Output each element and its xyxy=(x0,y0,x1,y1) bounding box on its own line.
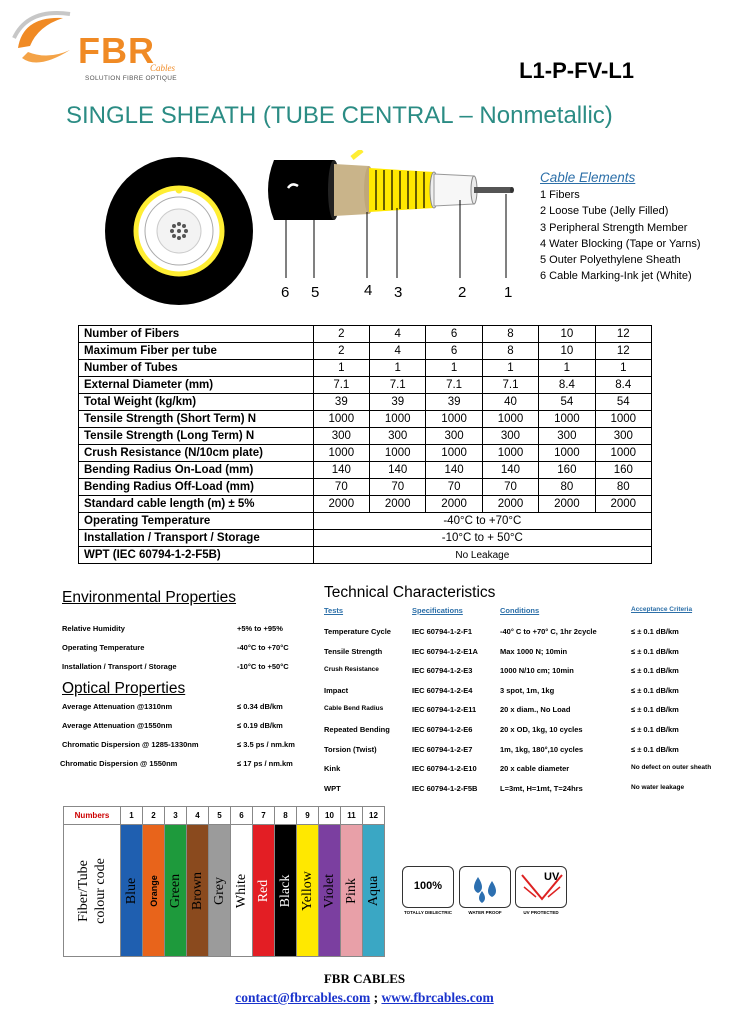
spec-value: 70 xyxy=(370,479,426,496)
spec-value: 2000 xyxy=(426,496,482,513)
spec-value: 300 xyxy=(370,428,426,445)
tech-spec: IEC 60794-1-2-E1A xyxy=(412,646,478,656)
tech-condition: 1m, 1kg, 180°,10 cycles xyxy=(500,744,584,754)
spec-value: 54 xyxy=(539,394,595,411)
fbr-logo xyxy=(8,8,198,83)
colour-number: 10 xyxy=(319,807,341,825)
tech-col-criteria: Acceptance Criteria xyxy=(631,606,693,613)
waterproof-caption: WATER PROOF xyxy=(468,910,502,915)
spec-value: 40 xyxy=(482,394,538,411)
spec-label: Bending Radius Off-Load (mm) xyxy=(79,479,314,496)
tech-test: Impact xyxy=(324,685,349,695)
spec-value: 7.1 xyxy=(370,377,426,394)
spec-value: 160 xyxy=(539,462,595,479)
callout-number-4: 4 xyxy=(364,282,373,299)
spec-value: 2 xyxy=(313,343,369,360)
spec-value: 1000 xyxy=(313,445,369,462)
colour-name: Red xyxy=(255,879,271,902)
tech-condition: 3 spot, 1m, 1kg xyxy=(500,685,555,695)
spec-value: 300 xyxy=(482,428,538,445)
colour-number: 11 xyxy=(341,807,363,825)
optical-value: ≤ 0.19 dB/km xyxy=(237,721,283,730)
tech-test: Repeated Bending xyxy=(324,725,390,734)
spec-label: External Diameter (mm) xyxy=(79,377,314,394)
tech-spec: IEC 60794-1-2-E10 xyxy=(412,764,477,774)
tech-spec: IEC 60794-1-2-E11 xyxy=(412,705,477,715)
colour-swatch-aqua xyxy=(363,825,385,957)
spec-value: 2000 xyxy=(539,496,595,513)
colour-name: Yellow xyxy=(299,870,315,911)
spec-value: 8 xyxy=(482,343,538,360)
spec-label: Number of Fibers xyxy=(79,326,314,343)
spec-label: Total Weight (kg/km) xyxy=(79,394,314,411)
cable-element-item: 1 Fibers xyxy=(540,189,580,202)
callout-number-3: 3 xyxy=(394,284,403,301)
colour-number: 3 xyxy=(165,807,187,825)
spec-value: 300 xyxy=(539,428,595,445)
tech-criteria: No defect on outer sheath xyxy=(631,764,712,772)
optical-heading: Optical Properties xyxy=(62,680,186,697)
callout-number-6: 6 xyxy=(281,284,290,301)
tech-spec: IEC 60794-1-2-E3 xyxy=(412,666,473,676)
tech-criteria: No water leakage xyxy=(631,783,685,791)
uv-caption: UV PROTECTED xyxy=(523,910,559,915)
spec-label: Number of Tubes xyxy=(79,360,314,377)
colour-number: 7 xyxy=(253,807,275,825)
spec-row xyxy=(79,445,652,462)
spec-value: 8.4 xyxy=(595,377,651,394)
specification-table xyxy=(78,325,652,564)
tech-col-conditions: Conditions xyxy=(500,606,540,615)
optical-label: Average Attenuation @1310nm xyxy=(62,702,173,711)
waterproof-badge xyxy=(459,866,511,908)
spec-value: 1000 xyxy=(370,411,426,428)
colour-name: Grey xyxy=(211,876,227,905)
tech-condition: Max 1000 N; 10min xyxy=(500,646,568,656)
cable-element-item: 5 Outer Polyethylene Sheath xyxy=(540,254,681,267)
optical-value: ≤ 3.5 ps / nm.km xyxy=(237,740,295,749)
tech-test: Torsion (Twist) xyxy=(324,744,377,754)
tech-test: Temperature Cycle xyxy=(324,627,391,636)
colour-name: Orange xyxy=(148,874,159,907)
spec-row xyxy=(79,462,652,479)
spec-value: 10 xyxy=(539,326,595,343)
spec-value: 2000 xyxy=(595,496,651,513)
spec-value: 140 xyxy=(370,462,426,479)
tech-test: Cable Bend Radius xyxy=(324,705,384,713)
tech-condition: 1000 N/10 cm; 10min xyxy=(500,666,574,676)
spec-value: 12 xyxy=(595,326,651,343)
spec-value: 1000 xyxy=(539,411,595,428)
tech-col-tests: Tests xyxy=(324,606,344,615)
cable-elements-list xyxy=(540,170,701,284)
colour-code-side-label xyxy=(64,825,121,957)
spec-value: 8 xyxy=(482,326,538,343)
spec-value: 70 xyxy=(426,479,482,496)
spec-value: 4 xyxy=(370,343,426,360)
colour-number: 1 xyxy=(121,807,143,825)
spec-value: 140 xyxy=(313,462,369,479)
colour-name: Violet xyxy=(321,873,337,908)
spec-value: 1 xyxy=(595,360,651,377)
spec-label: Standard cable length (m) ± 5% xyxy=(79,496,314,513)
colour-number: 6 xyxy=(231,807,253,825)
spec-value: 6 xyxy=(426,343,482,360)
env-label: Installation / Transport / Storage xyxy=(62,662,177,671)
spec-value: 1 xyxy=(482,360,538,377)
colour-name: Aqua xyxy=(365,875,381,906)
spec-value: 70 xyxy=(313,479,369,496)
spec-row xyxy=(79,547,652,564)
spec-value: No Leakage xyxy=(313,547,651,564)
spec-value: 1000 xyxy=(482,411,538,428)
spec-value: 300 xyxy=(595,428,651,445)
uv-badge xyxy=(515,866,567,908)
optical-value: ≤ 0.34 dB/km xyxy=(237,702,283,711)
water-drops-icon xyxy=(460,867,512,909)
colour-name: Blue xyxy=(123,877,139,904)
spec-row xyxy=(79,411,652,428)
cable-element-item: 4 Water Blocking (Tape or Yarns) xyxy=(540,237,701,250)
spec-label: WPT (IEC 60794-1-2-F5B) xyxy=(79,547,314,564)
spec-value: 10 xyxy=(539,343,595,360)
tech-criteria: ≤ ± 0.1 dB/km xyxy=(631,627,679,636)
colour-name: Black xyxy=(277,874,293,907)
colour-name: White xyxy=(233,873,249,908)
uv-icon xyxy=(516,867,568,909)
page-title: SINGLE SHEATH (TUBE CENTRAL – Nonmetallic) xyxy=(66,102,613,129)
spec-value: 80 xyxy=(539,479,595,496)
spec-label: Installation / Transport / Storage xyxy=(79,530,314,547)
spec-row xyxy=(79,428,652,445)
tech-test: WPT xyxy=(324,783,341,793)
colour-swatch-grey xyxy=(209,825,231,957)
spec-value: 2 xyxy=(313,326,369,343)
spec-row xyxy=(79,343,652,360)
side-label-line2: colour code xyxy=(93,857,108,924)
footer-company: FBR CABLES xyxy=(323,971,406,986)
spec-value: 1 xyxy=(539,360,595,377)
colour-swatch-blue xyxy=(121,825,143,957)
env-value: -40°C to +70°C xyxy=(237,643,289,652)
footer-contact xyxy=(0,990,729,1006)
logo-text: FBR xyxy=(78,30,155,71)
spec-value: 160 xyxy=(595,462,651,479)
optical-label: Chromatic Dispersion @ 1550nm xyxy=(60,759,178,768)
logo-tagline: SOLUTION FIBRE OPTIQUE xyxy=(85,75,177,82)
spec-value: -10°C to + 50°C xyxy=(313,530,651,547)
spec-value: 1000 xyxy=(595,445,651,462)
spec-value: 7.1 xyxy=(482,377,538,394)
tech-condition: 20 x cable diameter xyxy=(500,764,570,774)
colour-swatch-pink xyxy=(341,825,363,957)
spec-label: Tensile Strength (Short Term) N xyxy=(79,411,314,428)
spec-value: 300 xyxy=(426,428,482,445)
spec-row xyxy=(79,530,652,547)
cable-element-item: 6 Cable Marking-Ink jet (White) xyxy=(540,270,692,283)
dielectric-caption: TOTALLY DIELECTRIC xyxy=(403,910,453,915)
colour-swatch-orange xyxy=(143,825,165,957)
colour-code-table xyxy=(63,806,385,957)
tech-test: Kink xyxy=(324,764,341,774)
colour-swatch-yellow xyxy=(297,825,319,957)
env-value: -10°C to +50°C xyxy=(237,662,289,671)
spec-value: 70 xyxy=(482,479,538,496)
environmental-heading: Environmental Properties xyxy=(62,589,237,606)
tech-criteria: ≤ ± 0.1 dB/km xyxy=(631,685,679,695)
optical-value: ≤ 17 ps / nm.km xyxy=(237,759,293,768)
cable-cross-section-diagram xyxy=(104,156,254,306)
colour-number: 2 xyxy=(143,807,165,825)
spec-value: 140 xyxy=(426,462,482,479)
spec-row xyxy=(79,394,652,411)
colour-number: 5 xyxy=(209,807,231,825)
tech-criteria: ≤ ± 0.1 dB/km xyxy=(631,666,679,676)
spec-label: Maximum Fiber per tube xyxy=(79,343,314,360)
website-link[interactable]: www.fbrcables.com xyxy=(381,990,494,1005)
tech-spec: IEC 60794-1-2-E6 xyxy=(412,725,473,734)
tech-test: Crush Resistance xyxy=(324,666,379,674)
numbers-label: Numbers xyxy=(64,807,121,825)
tech-spec: IEC 60794-1-2-F1 xyxy=(412,627,473,636)
colour-swatch-green xyxy=(165,825,187,957)
colour-swatch-black xyxy=(275,825,297,957)
tech-criteria: ≤ ± 0.1 dB/km xyxy=(631,705,679,715)
colour-number: 4 xyxy=(187,807,209,825)
spec-value: 6 xyxy=(426,326,482,343)
spec-value: 7.1 xyxy=(426,377,482,394)
spec-row xyxy=(79,377,652,394)
spec-value: 1000 xyxy=(370,445,426,462)
spec-value: -40°C to +70°C xyxy=(313,513,651,530)
env-label: Operating Temperature xyxy=(62,643,145,652)
spec-value: 1000 xyxy=(426,445,482,462)
spec-value: 300 xyxy=(313,428,369,445)
colour-number: 12 xyxy=(363,807,385,825)
side-label-line1: Fiber/Tube xyxy=(76,859,91,922)
spec-row xyxy=(79,513,652,530)
tech-test: Tensile Strength xyxy=(324,646,383,656)
spec-value: 7.1 xyxy=(313,377,369,394)
tech-criteria: ≤ ± 0.1 dB/km xyxy=(631,744,679,754)
colour-name: Pink xyxy=(343,877,359,904)
spec-label: Bending Radius On-Load (mm) xyxy=(79,462,314,479)
spec-value: 54 xyxy=(595,394,651,411)
spec-row xyxy=(79,360,652,377)
spec-label: Crush Resistance (N/10cm plate) xyxy=(79,445,314,462)
callout-number-5: 5 xyxy=(311,284,320,301)
colour-name: Brown xyxy=(189,871,205,910)
product-code: L1-P-FV-L1 xyxy=(519,58,634,83)
spec-value: 39 xyxy=(426,394,482,411)
spec-value: 1000 xyxy=(426,411,482,428)
spec-label: Operating Temperature xyxy=(79,513,314,530)
spec-value: 39 xyxy=(370,394,426,411)
callout-number-2: 2 xyxy=(458,284,467,301)
spec-value: 1000 xyxy=(595,411,651,428)
colour-swatch-red xyxy=(253,825,275,957)
dielectric-icon: 100% xyxy=(413,880,443,892)
env-label: Relative Humidity xyxy=(62,624,125,633)
spec-value: 80 xyxy=(595,479,651,496)
spec-value: 1 xyxy=(370,360,426,377)
tech-condition: -40° C to +70° C, 1hr 2cycle xyxy=(500,627,597,636)
spec-row xyxy=(79,479,652,496)
colour-swatch-violet xyxy=(319,825,341,957)
spec-value: 140 xyxy=(482,462,538,479)
optical-label: Average Attenuation @1550nm xyxy=(62,721,173,730)
footer-separator: ; xyxy=(370,990,382,1005)
spec-value: 12 xyxy=(595,343,651,360)
spec-value: 2000 xyxy=(370,496,426,513)
colour-swatch-brown xyxy=(187,825,209,957)
tech-condition: 20 x OD, 1kg, 10 cycles xyxy=(500,725,583,734)
colour-number: 8 xyxy=(275,807,297,825)
tech-spec: IEC 60794-1-2-E4 xyxy=(412,685,473,695)
optical-label: Chromatic Dispersion @ 1285-1330nm xyxy=(62,740,199,749)
spec-value: 8.4 xyxy=(539,377,595,394)
cable-elements-heading: Cable Elements xyxy=(540,170,636,185)
colour-number: 9 xyxy=(297,807,319,825)
cable-side-view-diagram xyxy=(264,150,524,290)
technical-heading: Technical Characteristics xyxy=(324,584,496,601)
uv-label: UV xyxy=(544,871,560,883)
cable-element-item: 3 Peripheral Strength Member xyxy=(540,221,688,234)
spec-value: 1000 xyxy=(539,445,595,462)
spec-value: 2000 xyxy=(313,496,369,513)
tech-condition: 20 x diam., No Load xyxy=(500,705,571,715)
email-link[interactable]: contact@fbrcables.com xyxy=(235,990,371,1005)
spec-label: Tensile Strength (Long Term) N xyxy=(79,428,314,445)
tech-criteria: ≤ ± 0.1 dB/km xyxy=(631,725,679,734)
spec-value: 39 xyxy=(313,394,369,411)
spec-value: 1 xyxy=(313,360,369,377)
tech-criteria: ≤ ± 0.1 dB/km xyxy=(631,646,679,656)
colour-swatch-white xyxy=(231,825,253,957)
spec-value: 1000 xyxy=(482,445,538,462)
logo-cables: Cables xyxy=(150,63,176,73)
spec-value: 4 xyxy=(370,326,426,343)
spec-value: 2000 xyxy=(482,496,538,513)
tech-spec: IEC 60794-1-2-F5B xyxy=(412,783,478,793)
tech-col-specifications: Specifications xyxy=(412,606,463,615)
cable-element-item: 2 Loose Tube (Jelly Filled) xyxy=(540,205,669,218)
env-value: +5% to +95% xyxy=(237,624,283,633)
spec-value: 1000 xyxy=(313,411,369,428)
callout-number-1: 1 xyxy=(504,284,513,301)
tech-condition: L=3mt, H=1mt, T=24hrs xyxy=(500,783,583,793)
tech-spec: IEC 60794-1-2-E7 xyxy=(412,744,473,754)
colour-name: Green xyxy=(167,873,183,908)
dielectric-badge xyxy=(402,866,454,908)
logo-swirl-icon xyxy=(8,8,88,78)
spec-row xyxy=(79,496,652,513)
spec-row xyxy=(79,326,652,343)
spec-value: 1 xyxy=(426,360,482,377)
